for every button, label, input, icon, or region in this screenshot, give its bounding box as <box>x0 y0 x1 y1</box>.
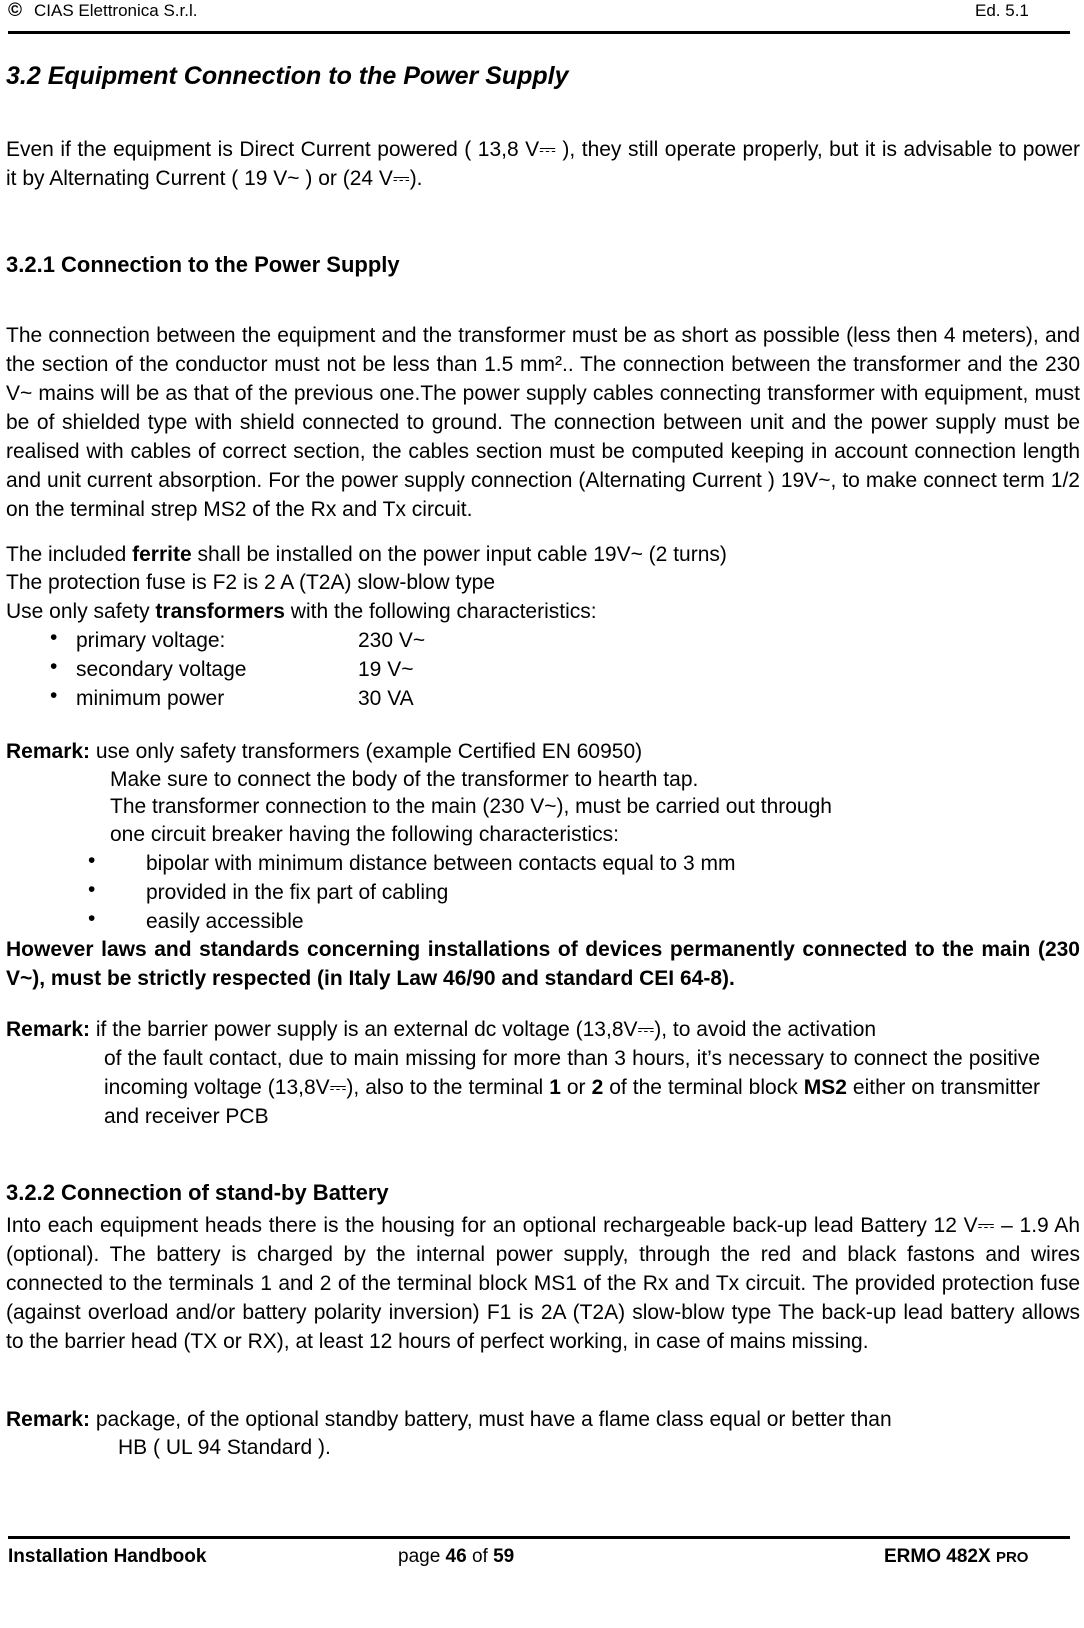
remark-text: package, of the optional standby battery, must have a flame class equal or better than <box>90 1408 892 1431</box>
section-title: 3.2 Equipment Connection to the Power Supply <box>6 62 569 90</box>
spec-label: minimum power <box>76 687 225 710</box>
page-total: 59 <box>493 1546 515 1567</box>
header-rule <box>8 31 1070 34</box>
fuse-line: The protection fuse is F2 is 2 A (T2A) slow-blow type <box>6 571 496 594</box>
footer-handbook: Installation Handbook <box>8 1546 207 1567</box>
page-pre: page <box>398 1546 446 1567</box>
copyright-icon: © <box>8 0 22 21</box>
footer-rule <box>8 1536 1070 1539</box>
edition: Ed. 5.1 <box>975 1 1029 20</box>
spec-value: 230 V~ <box>358 629 426 652</box>
company-name: CIAS Elettronica S.r.l. <box>34 1 198 20</box>
remark-text: if the barrier power supply is an external dc voltage (13,8V⎓), to avoid the activation <box>90 1018 877 1041</box>
bullet-icon: • <box>50 655 58 678</box>
remark-text: use only safety transformers (example Certified EN 60950) <box>90 740 643 763</box>
breaker-item: easily accessible <box>146 910 304 933</box>
remark-text: either on transmitter and receiver PCB <box>104 1076 1040 1128</box>
terminal-1: 1 <box>549 1076 561 1099</box>
remark-barrier-rest <box>104 1044 1040 1131</box>
battery-paragraph: Into each equipment heads there is the housing for an optional rechargeable back-up lead Battery 12 V⎓ – 1.9 Ah (optional). The battery is charged by the internal power supply, through the red and black fastons and wires connected to the terminals 1 and 2 of the terminal block MS1 of the Rx and Tx circuit. The provided protection fuse (against overload and/or battery polarity inversion) F1 is 2A (T2A) slow-blow type The back-up lead battery allows to the barrier head (TX or RX), at least 12 hours of perfect working, in case of mains missing. <box>6 1214 1080 1353</box>
spec-value: 30 VA <box>358 687 414 710</box>
remark-text: or <box>560 1076 592 1099</box>
spec-label: primary voltage: <box>76 629 226 652</box>
bullet-icon: • <box>50 684 58 707</box>
ferrite-line <box>6 540 727 569</box>
spec-value: 19 V~ <box>358 658 414 681</box>
breaker-item: bipolar with minimum distance between contacts equal to 3 mm <box>146 852 736 875</box>
bullet-icon: • <box>50 626 58 649</box>
remark-text: of the fault contact, due to main missing for more than 3 hours, it’s necessary to connect the positive incoming voltage (13,8V⎓), also to the terminal <box>104 1047 1040 1099</box>
remark-text: of the terminal block <box>603 1076 804 1099</box>
ferrite-post: shall be installed on the power input cable 19V~ (2 turns) <box>191 543 727 566</box>
remark-barrier-first <box>6 1015 1080 1044</box>
laws-paragraph: However laws and standards concerning installations of devices permanently connected to the main (230 V~), must be strictly respected (in Italy Law 46/90 and standard CEI 64-8). <box>6 938 1080 990</box>
ferrite-bold: ferrite <box>132 543 192 566</box>
breaker-item: provided in the fix part of cabling <box>146 881 449 904</box>
remark-label: Remark: <box>6 1408 91 1431</box>
terminal-block: MS2 <box>803 1076 847 1099</box>
bullet-icon: • <box>88 878 96 901</box>
remark-line: HB ( UL 94 Standard ). <box>118 1436 331 1459</box>
page-mid: of <box>466 1546 494 1567</box>
safety-pre: Use only safety <box>6 600 156 623</box>
safety-line <box>6 597 597 626</box>
page-number <box>398 1546 514 1568</box>
safety-post: with the following characteristics: <box>284 600 597 623</box>
terminal-2: 2 <box>591 1076 604 1099</box>
remark-line: The transformer connection to the main (230 V~), must be carried out through <box>110 795 832 818</box>
spec-label: secondary voltage <box>76 658 247 681</box>
page-current: 46 <box>445 1546 467 1567</box>
bullet-icon: • <box>88 849 96 872</box>
remark-line: Make sure to connect the body of the transformer to hearth tap. <box>110 768 699 791</box>
safety-bold: transformers <box>155 600 285 623</box>
remark-transformers <box>6 737 642 766</box>
remark-label: Remark: <box>6 1018 91 1041</box>
bullet-icon: • <box>88 907 96 930</box>
connection-paragraph: The connection between the equipment and the transformer must be as short as possible (less then 4 meters), and the section of the conductor must not be less than 1.5 mm².. The connection between the transformer and the 230 V~ mains will be as that of the previous one.The power supply cables connecting transformer with equipment, must be of shielded type with shield connected to ground. The connection between unit and the power supply must be realised with cables of correct section, the cables section must be computed keeping in account connection length and unit current absorption. For the power supply connection (Alternating Current ) 19V~, to make connect term 1/2 on the terminal strep MS2 of the Rx and Tx circuit. <box>6 324 1080 521</box>
ferrite-pre: The included <box>6 543 133 566</box>
remark-line: one circuit breaker having the following characteristics: <box>110 823 619 846</box>
footer-product <box>884 1546 1028 1568</box>
remark-label: Remark: <box>6 740 91 763</box>
remark-battery <box>6 1405 1080 1434</box>
subsection-title-power: 3.2.1 Connection to the Power Supply <box>6 252 400 277</box>
intro-paragraph: Even if the equipment is Direct Current powered ( 13,8 V⎓ ), they still operate properly, but it is advisable to power it by Alternating Current ( 19 V~ ) or (24 V⎓). <box>6 138 1080 190</box>
subsection-title-battery: 3.2.2 Connection of stand-by Battery <box>6 1180 389 1205</box>
product-name: ERMO 482X <box>884 1546 991 1567</box>
product-suffix: PRO <box>995 1549 1029 1566</box>
